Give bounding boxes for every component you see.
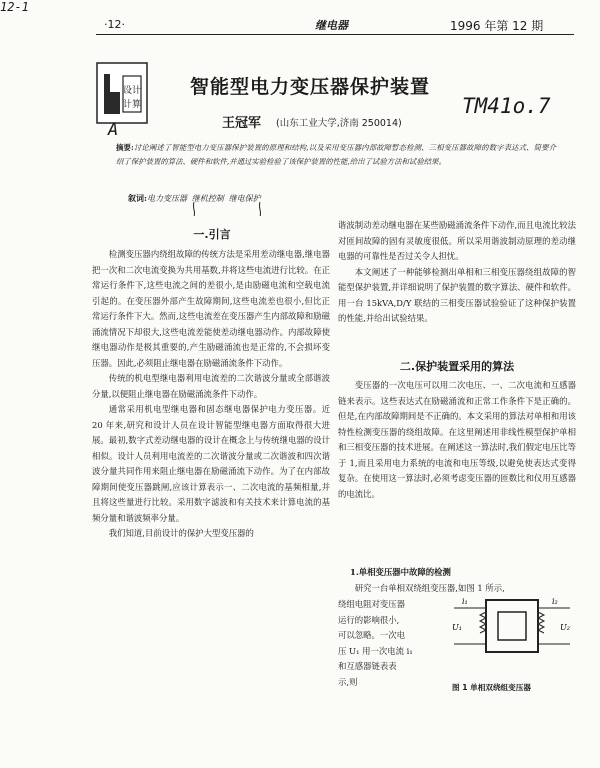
issue-label: 1996 年第 12 期 [450,19,544,33]
abstract-text: 讨论阐述了智能型电力变压器保护装置的原理和结构,以及采用变压器内部故障暂态检测、三相变压器故障的数字表达式、简要介绍了保护装置的算法、硬件和软件,并通过实验检验了该保护装置的性能,给出了试验方法和试验结果。 [116,143,557,166]
handwritten-marks [190,198,340,218]
text-line: 压 U₁ 用一次电流 i₁ [338,645,413,656]
text-line: 绕组电阻对变压器 [338,599,405,609]
paragraph: 传统的机电型继电器利用电流差的二次谐波分量或全部谐波分量,以便阻止继电器在励磁涌流条件下动作。 [92,373,330,399]
paragraph: 我们知道,目前设计的保护大型变压器的 [108,528,254,538]
text-line: 运行的影响很小, [338,614,400,625]
label-i1: i₁ [462,597,468,606]
label-u1: U₁ [452,623,462,632]
handwritten-classification: TM41o.7 [462,94,551,118]
paragraph: 谐波制动差动继电器在某些励磁涌流条件下动作,而且电流比较法对匝间故障的固有灵敏度很低。所以采用谐波制动原理的差动继电器的可靠性是否过关令人担忧。 [338,220,576,261]
paragraph: 通常采用机电型继电器和固态继电器保护电力变压器。近 20 年来,研究和设计人员在设计智能型继电器方面取得很大进展。最初,数字式差动继电器的设计在概念上与传统继电器的设计相似。设计人员利用电流差的二次谐波分量或二次谐波和四次谐波分量共同作用来阻止继电器在励磁涌流下动作。为了在内部故障期间使变压器跳闸,应该计算表示一、二次电流的基频相量,并且将这些量进行比较。采用数字滤波和有关技术来计算电流的基频分量和谐波频率分量。 [92,404,330,523]
paragraph: 研究一台单相双绕组变压器,如图 1 所示, [354,583,505,593]
abstract-label: 摘要: [116,143,134,152]
subsection-heading: 1.单相变压器中故障的检测 [350,567,451,577]
keywords-text: 电力变压器 继机控制 继电保护 [146,194,261,203]
column-logo [96,62,148,124]
article-title: 智能型电力变压器保护装置 [190,76,431,98]
corner-scrawl: 12-1 [0,0,29,14]
label-u2: U₂ [560,623,570,632]
right-column-text [338,218,576,327]
left-column-text [92,247,330,542]
text-line: 和互感器链表表 [338,661,397,671]
header-rule [96,34,574,35]
paragraph: 检测变压器内绕组故障的传统方法是采用差动继电器,继电器把一次和二次电流变换为共用基数,并将这些电流进行比较。在正常运行条件下,这些电流之间的差很小,是由励磁电流和空载电流引起的。在变压器外部产生故障期间,这些电流差也很小,但比正常运行条件下大。然而,这些电流差在变压器产生内部故障和励磁涌流情况下却很大,这些电流差能使差动继电器动作。内部故障使继电器动作是极其重要的,产生励磁涌流也是正常的,不会损坏变压器。因此,必须阻止继电器在励磁涌流条件下动作。 [92,249,330,368]
wrapped-text [338,597,440,690]
svg-text:计算: 计算 [122,100,142,110]
text-line: 可以忽略。一次电 [338,630,405,640]
paragraph: 本文阐述了一种能够检测出单相和三相变压器绕组故障的智能型保护装置,并详细说明了保护装置的数字算法、硬件和软件。用一台 15kVA,D/Y 联结的三相变压器试验验证了这种保护装置的性能,并给出试验结果。 [338,266,576,323]
abstract [116,141,556,168]
svg-text:设计: 设计 [122,86,142,96]
figure-1-caption: 图 1 单相双绕组变压器 [452,683,531,692]
journal-name: 继电器 [315,19,348,32]
author-name: 王冠军 [222,116,262,131]
paragraph: 变压器的一次电压可以用二次电压、一、二次电流和互感器链来表示。这些表达式在励磁涌流和正常工作条件下是正确的。但是,在内部故障期间是不正确的。本文采用的算法对单相和用该特性检测变压器的绕组故障。在这里阐述用非线性模型保护单相和三相变压器的技术进展。在阐述这一算法时,我们假定电压比等于 1,而且采用电力系统的电流和电压等级,以避免使表达式变得复杂。在使用这一算法时,必须考虑变压器的匝数比和仪用互感器的电流比。 [338,380,576,499]
author-affiliation: (山东工业大学,济南 250014) [276,118,402,129]
right-column-text-2 [338,378,576,502]
keywords-label: 叙词: [128,193,147,203]
section-2-heading: 二.保护装置采用的算法 [399,360,515,373]
section-1-heading: 一.引言 [193,228,231,241]
figure-1-transformer [448,588,576,680]
page-number: ·12· [104,18,125,31]
text-line: 示,则 [338,676,358,687]
handwritten-letter: A [108,120,119,140]
label-i2: i₂ [552,597,558,606]
